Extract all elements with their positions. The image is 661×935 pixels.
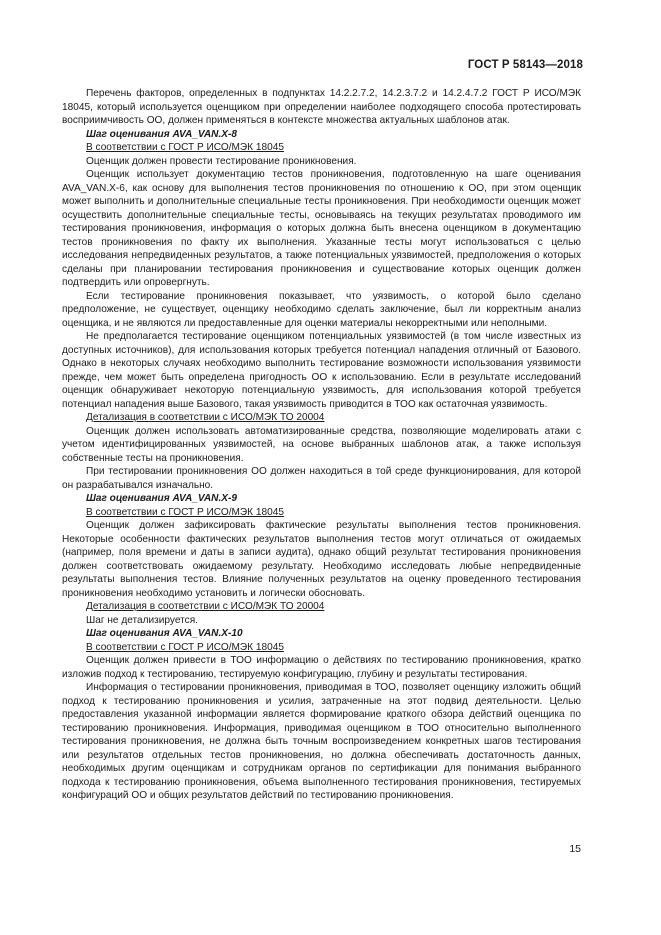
page-number: 15 [569, 843, 581, 855]
detail-heading: Детализация в соответствии с ИСО/МЭК ТО 20004 [86, 601, 325, 612]
paragraph: Не предполагается тестирование оценщиком потенциальных уязвимостей (в том числе известных из доступных источников), для использования которых требуется потенциал нападения отличный от Базового. Однако в некоторых случаях необходимо выполнить тестирование возможности использования уязвимости прежде, чем может быть определена пригодность ОО к использованию. Если в результате исследований оценщик обнаруживает некоторую потенциальную уязвимость, для использования которой требуется потенциал нападения выше Базового, такая уязвимость приводится в ТОО как остаточная уязвимость. [62, 331, 581, 410]
paragraph: При тестировании проникновения ОО должен находиться в той среде функционирования, для которой он разрабатывался изначально. [62, 466, 581, 491]
reference-heading: В соответствии с ГОСТ Р ИСО/МЭК 18045 [86, 506, 284, 518]
document-header: ГОСТ Р 58143—2018 [467, 59, 583, 71]
paragraph: Шаг не детализируется. [86, 614, 198, 626]
paragraph: Перечень факторов, определенных в подпунктах 14.2.2.7.2, 14.2.3.7.2 и 14.2.4.7.2 ГОСТ Р ИСО/МЭК 18045, который используется оценщиком при определении наиболее подходящего способа протестировать восприимчивость ОО, должен применяться в контексте множества актуальных шаблонов атак. [62, 88, 581, 126]
evaluation-step-heading: Шаг оценивания AVA_VAN.X-8 [86, 128, 237, 140]
evaluation-step-heading: Шаг оценивания AVA_VAN.X-9 [86, 493, 237, 504]
page-body [62, 87, 581, 803]
evaluation-step-heading: Шаг оценивания AVA_VAN.X-10 [86, 628, 243, 639]
reference-heading: В соответствии с ГОСТ Р ИСО/МЭК 18045 [86, 142, 284, 153]
detail-heading: Детализация в соответствии с ИСО/МЭК ТО 20004 [86, 412, 325, 423]
paragraph: Оценщик использует документацию тестов проникновения, подготовленную на шаге оценивания AVA_VAN.X-6, как основу для выполнения тестов проникновения по отношению к ОО, при этом оценщик может выполнить и дополнительные специальные тесты проникновения. При необходимости оценщик может осуществить дополнительные специальные тесты, основываясь на текущих результатах проводимого им тестирования проникновения, информация о которых должна быть внесена оценщиком в документацию тестов проникновения по факту их выполнения. Указанные тесты могут использоваться с целью исследования непредвиденных результатов, а также потенциальных уязвимостей, предположения о которых сделаны при планировании тестирования проникновения и существование которых оценщик должен подтвердить или опровергнуть. [62, 169, 581, 288]
paragraph: Оценщик должен зафиксировать фактические результаты выполнения тестов проникновения. Некоторые особенности фактических результатов выполнения тестов могут отличаться от ожидаемых (например, поля времени и даты в записи аудита), однако общий результат тестирования проникновения должен соответствовать ожидаемому результату. Необходимо исследовать любые непредвиденные результаты выполнения тестов. Влияние полученных результатов на оценку проведенного тестирования проникновения необходимо установить и логически обосновать. [62, 520, 581, 599]
paragraph: Информация о тестировании проникновения, приводимая в ТОО, позволяет оценщику изложить общий подход к тестированию проникновения и усилия, затраченные на этот подвид деятельности. Целью предоставления указанной информации является формирование краткого обзора действий оценщика по тестированию проникновения. Информация, приводимая оценщиком в ТОО относительно выполненного тестирования проникновения, не должна быть точным воспроизведением конкретных шагов тестирования или результатов отдельных тестов проникновения, но должна обеспечивать достаточность данных, необходимых другим оценщикам и сотрудникам органов по сертификации для понимания выбранного подхода к тестированию проникновения, объема выполненного тестирования проникновения, тестируемых конфигураций ОО и общих результатов действий по тестированию проникновения. [62, 682, 581, 801]
paragraph: Оценщик должен использовать автоматизированные средства, позволяющие моделировать атаки с учетом идентифицированных уязвимостей, на основе выбранных шаблонов атак, а также используя собственные тесты на проникновения. [62, 425, 581, 464]
reference-heading: В соответствии с ГОСТ Р ИСО/МЭК 18045 [86, 641, 284, 653]
paragraph: Оценщик должен привести в ТОО информацию о действиях по тестированию проникновения, кратко изложив подход к тестированию, тестируемую конфигурацию, глубину и результаты тестирования. [62, 655, 581, 680]
paragraph: Оценщик должен провести тестирование проникновения. [86, 155, 357, 167]
paragraph: Если тестирование проникновения показывает, что уязвимость, о которой было сделано предположение, не существует, оценщику необходимо сделать заключение, был ли корректным анализ оценщика, и не являются ли предоставленные для оценки материалы некорректными или неполными. [62, 290, 581, 329]
